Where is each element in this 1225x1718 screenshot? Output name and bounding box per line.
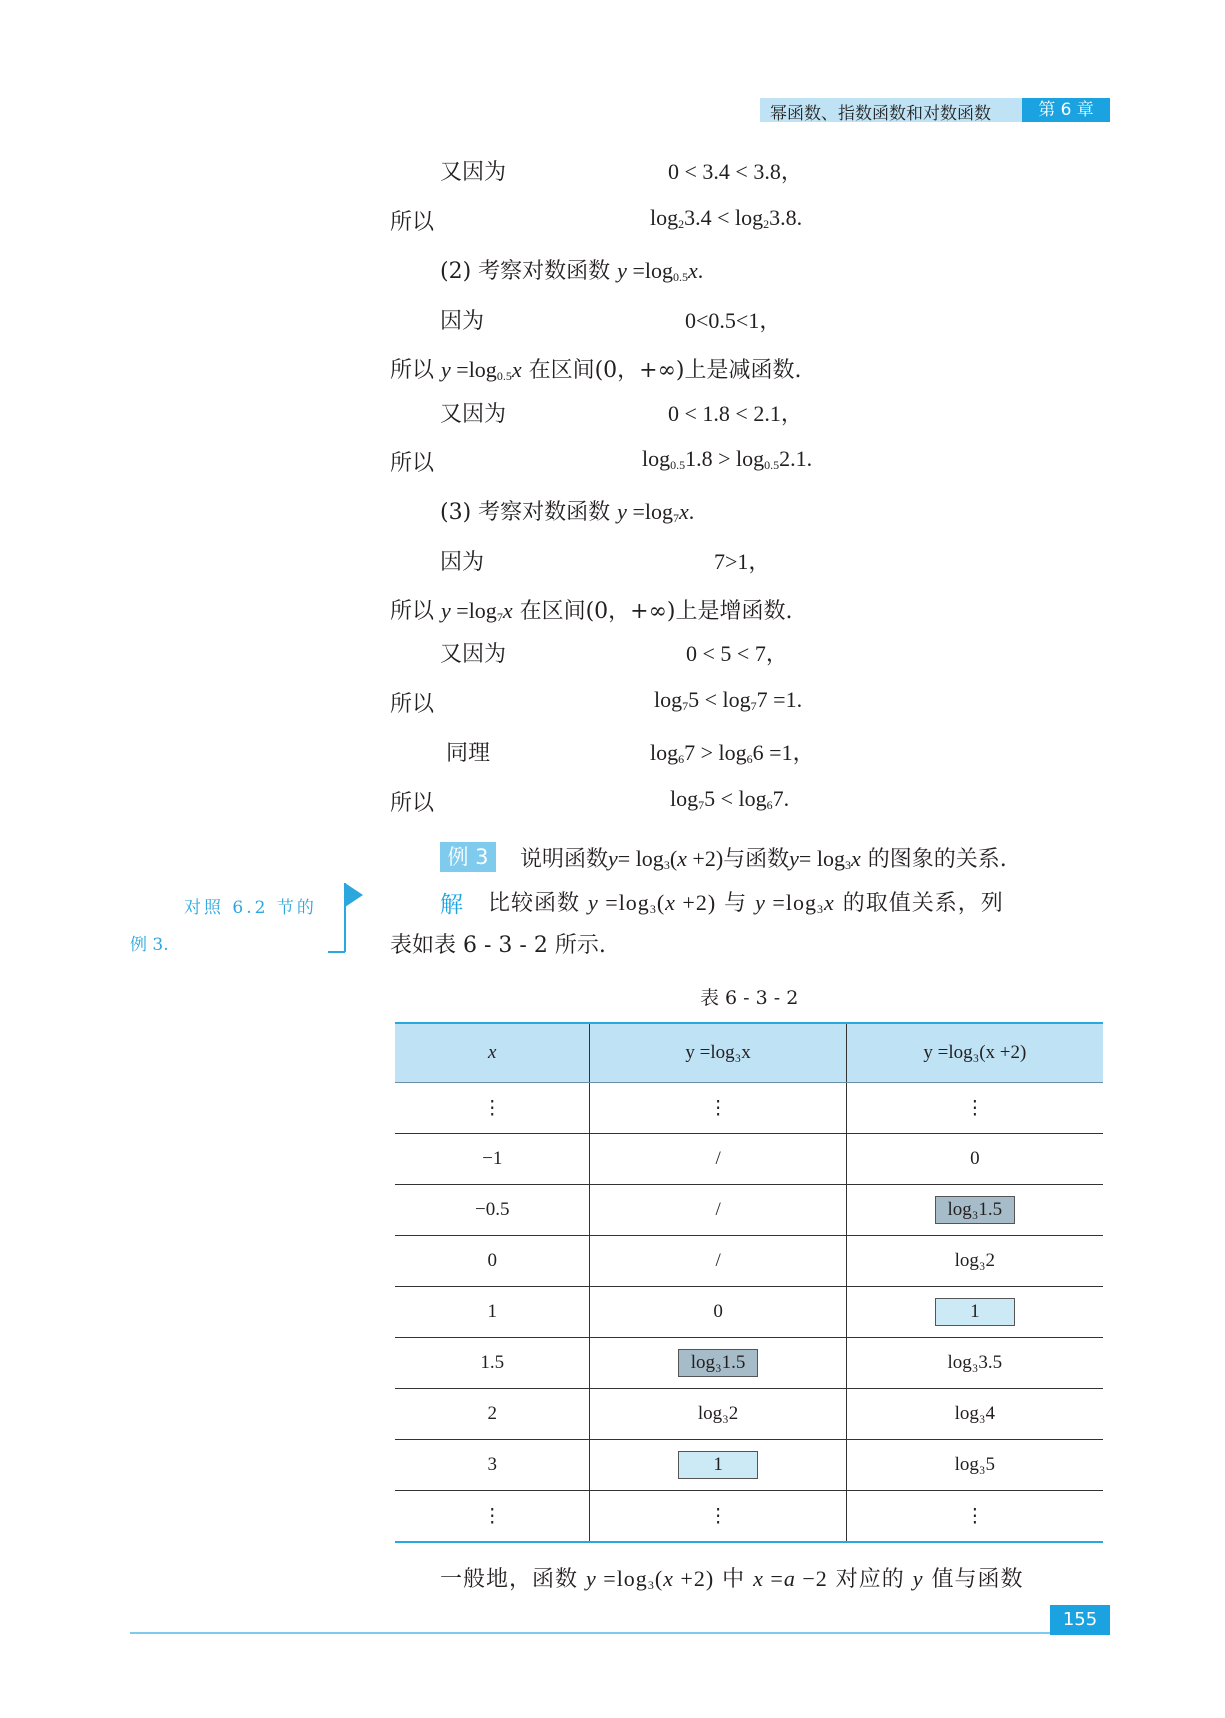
text-line: 所以 $y =\log_7x$ 在区间(0，+∞)上是增函数. bbox=[390, 598, 793, 624]
table-caption: 表 6 - 3 - 2 bbox=[700, 987, 799, 1009]
line-label: 所以 bbox=[390, 451, 435, 476]
table-cell: ⋮ bbox=[590, 1491, 846, 1543]
math-line: 0 < 3.4 < 3.8， bbox=[668, 159, 803, 184]
table-row bbox=[395, 1389, 1103, 1440]
table-cell: log₃4 bbox=[846, 1389, 1103, 1440]
table-cell: ⋮ bbox=[846, 1491, 1103, 1543]
table-row bbox=[395, 1287, 1103, 1338]
highlight-box: 1 bbox=[678, 1451, 758, 1479]
table-cell: log₃5 bbox=[846, 1440, 1103, 1491]
table-row bbox=[395, 1491, 1103, 1543]
flag-icon bbox=[325, 880, 365, 955]
math-line: $\log_67 > \log_66 =1$， bbox=[650, 740, 815, 766]
line-label: 因为 bbox=[440, 309, 485, 334]
table-row bbox=[395, 1185, 1103, 1236]
line-label: 又因为 bbox=[440, 160, 507, 185]
highlight-box: 1 bbox=[935, 1298, 1015, 1326]
table-cell: −1 bbox=[395, 1134, 590, 1185]
highlight-box: log₃1.5 bbox=[935, 1196, 1015, 1224]
table-cell: log₃3.5 bbox=[846, 1338, 1103, 1389]
table-cell: ⋮ bbox=[590, 1083, 846, 1134]
table-cell: / bbox=[590, 1236, 846, 1287]
text-line: (3) 考察对数函数 $y =\log_7x$. bbox=[440, 499, 695, 525]
solution-text: 的取值关系，列 bbox=[842, 891, 1004, 916]
table-cell bbox=[846, 1185, 1103, 1236]
table-row bbox=[395, 1083, 1103, 1134]
table-cell bbox=[590, 1440, 846, 1491]
final-text: 值与函数 bbox=[931, 1567, 1024, 1592]
line-text: (2) 考察对数函数 bbox=[440, 259, 611, 284]
table-header-row bbox=[395, 1023, 1103, 1083]
side-note: 例 3. bbox=[130, 935, 169, 955]
line-label: 所以 bbox=[390, 599, 435, 624]
solution-text: 与 bbox=[724, 891, 748, 916]
value-table bbox=[395, 1022, 1103, 1543]
table-row bbox=[395, 1134, 1103, 1185]
solution-label: 解 bbox=[440, 892, 463, 918]
table-cell: / bbox=[590, 1185, 846, 1236]
math-line: $\log_{0.5}1.8 > \log_{0.5}2.1$. bbox=[642, 446, 813, 472]
solution-line: 比较函数 $y =\log_3(x +2)$ 与 $y =\log_3x$ 的取值关系，列 bbox=[488, 890, 1004, 916]
table-cell bbox=[590, 1338, 846, 1389]
line-text: 在区间(0，+∞)上是增函数. bbox=[519, 599, 793, 624]
table-cell: −0.5 bbox=[395, 1185, 590, 1236]
math-line: $\log_23.4 < \log_23.8$. bbox=[650, 205, 803, 231]
line-label: 所以 bbox=[390, 692, 435, 717]
table-cell: ⋮ bbox=[395, 1083, 590, 1134]
chapter-badge: 第 6 章 bbox=[1022, 98, 1110, 122]
solution-line-2: 表如表 6 - 3 - 2 所示. bbox=[390, 933, 606, 958]
header-cell: y =log₃(x +2) bbox=[846, 1023, 1103, 1083]
table-cell: 3 bbox=[395, 1440, 590, 1491]
table-cell: log₃2 bbox=[590, 1389, 846, 1440]
header-title: 幂函数、指数函数和对数函数 bbox=[770, 104, 991, 124]
math-line: 7>1， bbox=[714, 549, 771, 574]
table-cell: 0 bbox=[846, 1134, 1103, 1185]
highlight-box: log₃1.5 bbox=[678, 1349, 758, 1377]
final-text: 一般地，函数 bbox=[440, 1567, 579, 1592]
final-line: 一般地，函数 $y =\log_3(x +2)$ 中 x =a −2 对应的 y 值与函数 bbox=[440, 1566, 1024, 1592]
line-label: 所以 bbox=[390, 791, 435, 816]
solution-text: 比较函数 bbox=[488, 891, 581, 916]
table-cell: ⋮ bbox=[846, 1083, 1103, 1134]
line-text: (3) 考察对数函数 bbox=[440, 500, 611, 525]
table-cell: 1 bbox=[395, 1287, 590, 1338]
table-row bbox=[395, 1338, 1103, 1389]
footer-rule bbox=[130, 1632, 1110, 1634]
final-text: 对应的 bbox=[835, 1567, 905, 1592]
line-text: 在区间(0，+∞)上是减函数. bbox=[528, 358, 802, 383]
example-badge: 例 3 bbox=[440, 842, 496, 872]
page-number: 155 bbox=[1050, 1605, 1110, 1635]
table-cell: 0 bbox=[395, 1236, 590, 1287]
text-line: 所以 $y =\log_{0.5}x$ 在区间(0，+∞)上是减函数. bbox=[390, 357, 802, 383]
table-cell: 2 bbox=[395, 1389, 590, 1440]
line-label: 因为 bbox=[440, 550, 485, 575]
line-label: 所以 bbox=[390, 210, 435, 235]
table-row bbox=[395, 1236, 1103, 1287]
table-cell: / bbox=[590, 1134, 846, 1185]
line-label: 又因为 bbox=[440, 402, 507, 427]
statement-text: 与函数 bbox=[723, 847, 790, 872]
math-line: 0<0.5<1， bbox=[685, 308, 782, 333]
table-cell: 1.5 bbox=[395, 1338, 590, 1389]
text-line: (2) 考察对数函数 $y =\log_{0.5}x$. bbox=[440, 258, 704, 284]
final-text: 中 bbox=[722, 1567, 746, 1592]
table-cell: 0 bbox=[590, 1287, 846, 1338]
line-label: 又因为 bbox=[440, 642, 507, 667]
line-label: 所以 bbox=[390, 358, 435, 383]
math-line: 0 < 5 < 7， bbox=[686, 641, 788, 666]
table-row bbox=[395, 1440, 1103, 1491]
table-cell: ⋮ bbox=[395, 1491, 590, 1543]
example-statement: 说明函数$y= \log_3(x +2)$与函数$y= \log_3x$ 的图象的关系. bbox=[520, 846, 1007, 872]
math-line: $\log_75 < \log_67$. bbox=[670, 786, 790, 812]
header-cell: y =log₃x bbox=[590, 1023, 846, 1083]
statement-text: 说明函数 bbox=[520, 847, 609, 872]
statement-text: 的图象的关系. bbox=[867, 847, 1007, 872]
math-line: $\log_75 < \log_77 =1$. bbox=[654, 687, 803, 713]
table-cell bbox=[846, 1287, 1103, 1338]
line-label: 同理 bbox=[446, 741, 491, 766]
math-line: 0 < 1.8 < 2.1， bbox=[668, 401, 803, 426]
table-cell: log₃2 bbox=[846, 1236, 1103, 1287]
side-note: 对照 6.2 节的 bbox=[184, 898, 317, 918]
header-cell: x bbox=[395, 1023, 590, 1083]
